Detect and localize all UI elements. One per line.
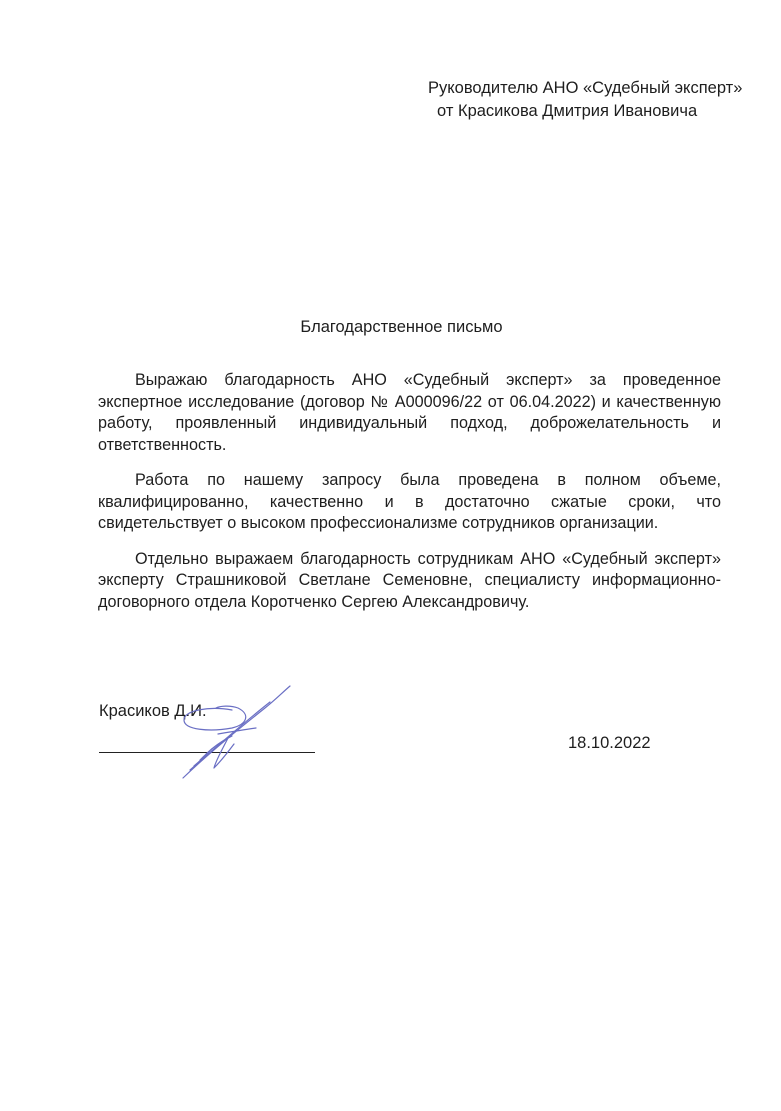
paragraph-staff-thanks: Отдельно выражаем благодарность сотрудникам АНО «Судебный эксперт» эксперту Страшниковой Светлане Семеновне, специалисту информационно-договорного отдела Коротченко Сергею Александровичу.	[98, 549, 721, 611]
letter-title-text: Благодарственное письмо	[300, 318, 503, 336]
addressee-recipient: Руководителю АНО «Судебный эксперт»	[428, 79, 743, 97]
letter-body	[98, 370, 721, 627]
addressee-sender: от Красикова Дмитрия Ивановича	[437, 102, 698, 120]
signer-name: Красиков Д.И.	[99, 702, 207, 720]
addressee-block	[428, 77, 742, 123]
letter-title	[0, 316, 781, 338]
paragraph-gratitude: Выражаю благодарность АНО «Судебный эксперт» за проведенное экспертное исследование (договор № А000096/22 от 06.04.2022) и качественную работу, проявленный индивидуальный подход, доброжелательность и ответственность.	[98, 371, 721, 454]
paragraph-work-quality: Работа по нашему запросу была проведена в полном объеме, квалифицированно, качественно и в достаточно сжатые сроки, что свидетельствует о высоком профессионализме сотрудников организации.	[98, 471, 721, 532]
letter-date: 18.10.2022	[568, 734, 651, 752]
handwritten-signature-icon	[170, 680, 300, 790]
